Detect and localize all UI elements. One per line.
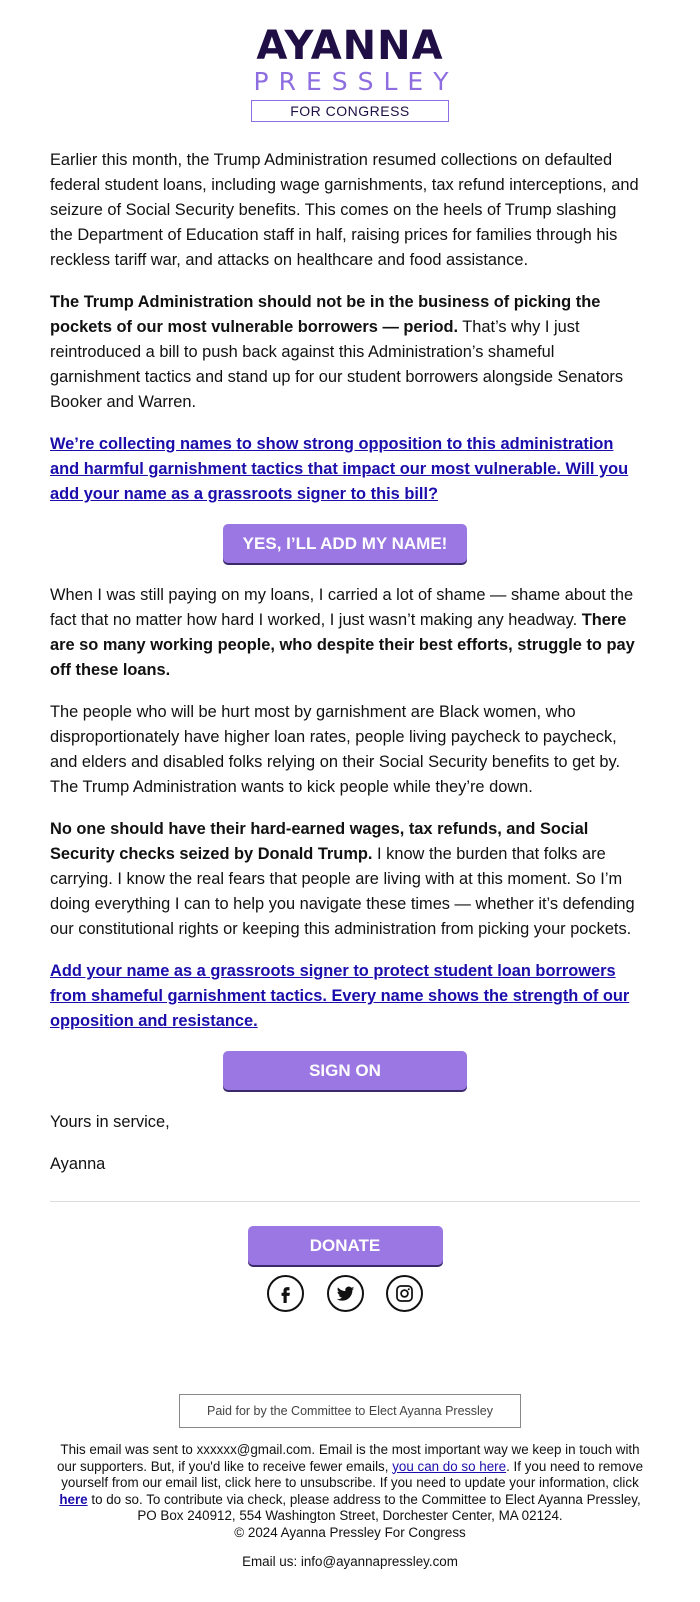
legal-text [50,1442,650,1542]
closing-line: Yours in service, [50,1113,170,1131]
footer-legal-block [0,1366,700,1569]
donate-button[interactable]: DONATE [248,1226,443,1265]
fewer-emails-link[interactable]: you can do so here [392,1458,507,1474]
legal-text-2: . If you need to remove yourself from our email list, click here to unsubscribe. If you need to update your information, click [61,1458,644,1491]
paragraph-bill-bold: The Trump Administration should not be in the business of picking the pockets of our most vulnerable borrowers — period. [50,293,601,336]
campaign-logo [0,0,700,122]
add-my-name-button[interactable]: YES, I’LL ADD MY NAME! [223,524,467,563]
logo-for-congress: FOR CONGRESS [251,100,449,122]
legal-text-3: to do so. To contribute via check, please address to the Committee to Elect Ayanna Pressley, PO Box 240912, 554 Washington Street, Dorchester Center, MA 02124. [87,1491,641,1524]
paragraph-personal-bold: There are so many working people, who despite their best efforts, struggle to pay off these loans. [50,611,635,679]
copyright: © 2024 Ayanna Pressley For Congress [234,1524,466,1540]
legal-text-1: This email was sent to xxxxxx@gmail.com. Email is the most important way we keep in touch with our supporters. But, if you'd like to receive fewer emails, [56,1442,640,1474]
paragraph-seizure-bold: No one should have their hard-earned wages, tax refunds, and Social Security checks seized by Donald Trump. [50,820,589,863]
update-info-link[interactable]: here [59,1491,88,1507]
paragraph-impact: The people who will be hurt most by garnishment are Black women, who disproportionately have higher loan rates, people living paycheck to paycheck, and elders and disabled folks relying on their Social Security benefits to get by. The Trump Administration wants to kick people while they’re down. [50,703,621,796]
cta-link-sign[interactable]: Add your name as a grassroots signer to protect student loan borrowers from shameful garnishment tactics. Every name shows the strength of our opposition and resistance. [50,962,630,1030]
paragraph-personal [50,583,640,683]
cta-button-row-1 [50,524,640,563]
donate-row [50,1226,640,1265]
email-body [50,148,640,1312]
footer-divider [50,1201,640,1202]
email-us: Email us: info@ayannapressley.com [242,1553,458,1569]
paid-for-disclaimer: Paid for by the Committee to Elect Ayanna Pressley [179,1394,521,1428]
paragraph-bill-text: That’s why I just reintroduced a bill to push back against this Administration’s shameful garnishment tactics and stand up for our student borrowers alongside Senators Booker and Warren. [50,318,624,411]
logo-name-last: PRESSLEY [253,67,459,96]
twitter-icon[interactable] [327,1275,364,1312]
cta-button-row-2 [50,1051,640,1090]
cta-paragraph-1 [50,432,640,507]
sign-on-button[interactable]: SIGN ON [223,1051,467,1090]
signature: Ayanna [50,1155,106,1173]
paragraph-personal-text: When I was still paying on my loans, I carried a lot of shame — shame about the fact that no matter how hard I worked, I just wasn’t making any headway. [50,586,634,629]
facebook-icon[interactable] [267,1275,304,1312]
paragraph-intro: Earlier this month, the Trump Administration resumed collections on defaulted federal student loans, including wage garnishments, tax refund interceptions, and seizure of Social Security benefits. This comes on the heels of Trump slashing the Department of Education staff in half, raising prices for families through his reckless tariff war, and attacks on healthcare and food assistance. [50,151,639,269]
cta-paragraph-2 [50,959,640,1034]
paragraph-bill [50,290,640,415]
instagram-icon[interactable] [386,1275,423,1312]
cta-link-add-name[interactable]: We’re collecting names to show strong opposition to this administration and harmful garnishment tactics that impact our most vulnerable. Will you add your name as a grassroots signer to this bill? [50,435,629,503]
logo-name-first: AYANNA [256,23,444,69]
social-links [50,1275,640,1312]
paragraph-seizure [50,817,640,942]
paragraph-seizure-text: I know the burden that folks are carrying. I know the real fears that people are living with at this moment. So I’m doing everything I can to help you navigate these times — whether it’s defending our constitutional rights or keeping this administration from picking your pockets. [50,845,635,938]
